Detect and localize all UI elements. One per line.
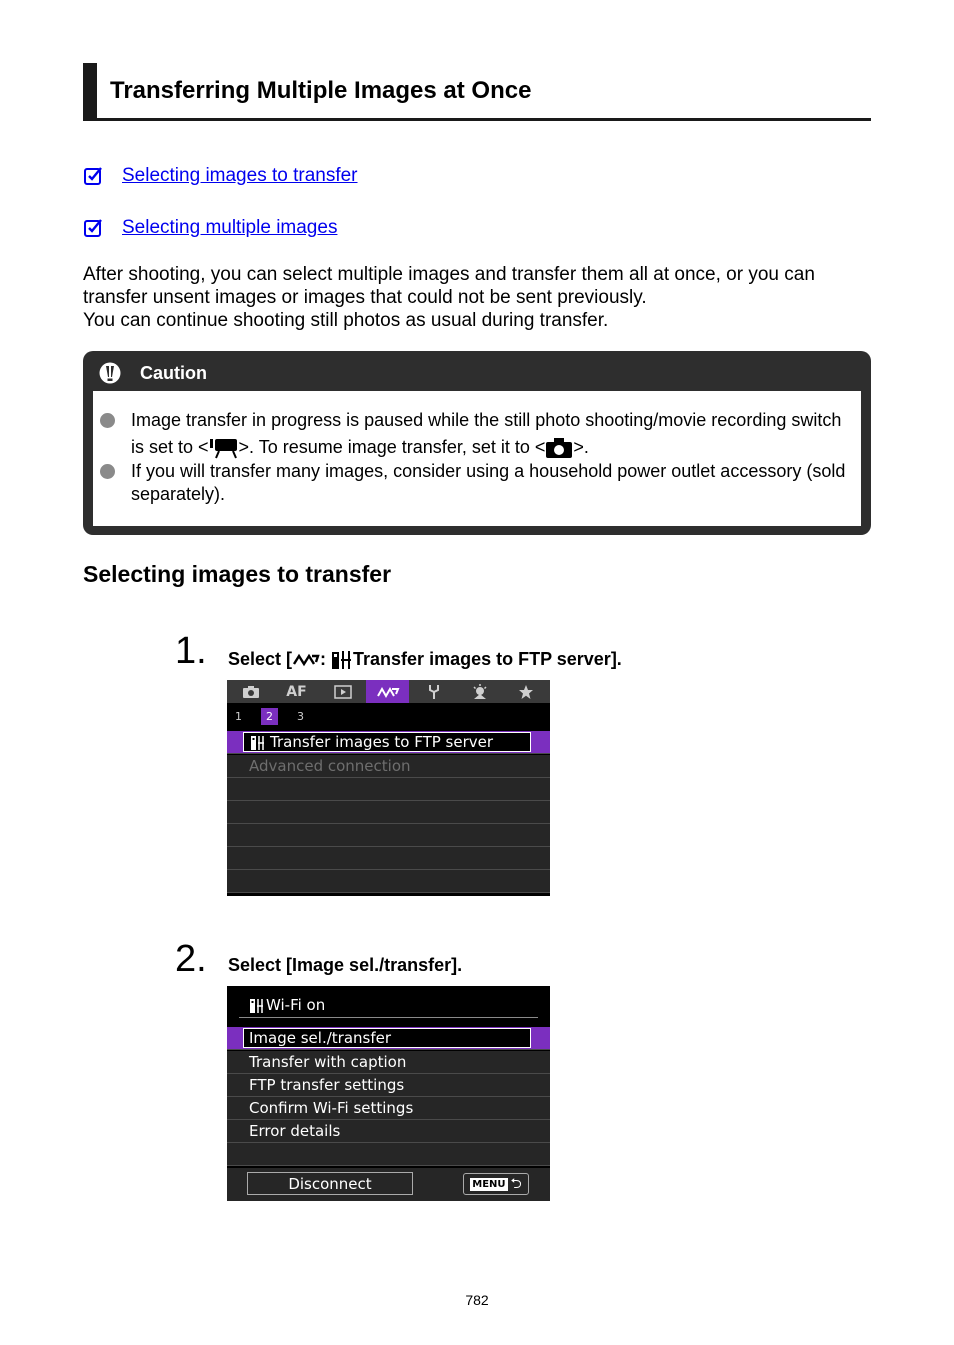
toc-link-selecting-multiple[interactable]: Selecting multiple images (122, 217, 338, 238)
page-number: 782 (465, 1292, 489, 1308)
menu-item-label: Image sel./transfer (249, 1029, 392, 1047)
camera-icon (545, 437, 573, 459)
menu-item-image-sel-transfer[interactable] (227, 1027, 550, 1050)
screen-bottom-bar (227, 1168, 550, 1201)
menu-item-label: Advanced connection (249, 757, 411, 775)
header-divider (239, 1017, 538, 1018)
tab-custom[interactable] (458, 680, 501, 703)
disconnect-button[interactable]: Disconnect (247, 1172, 413, 1195)
menu-item-empty (227, 1143, 550, 1166)
step-text-part: Transfer images to FTP server]. (353, 649, 622, 669)
checkbox-link-icon (83, 166, 103, 186)
menu-item-empty (227, 870, 550, 893)
bullet (100, 464, 115, 479)
intro-text (83, 263, 873, 332)
title-bar (83, 63, 871, 121)
caution-text-part: >. (573, 437, 589, 457)
tab-playback[interactable] (321, 680, 364, 703)
title-rule (97, 118, 871, 121)
toc-link-selecting-images[interactable]: Selecting images to transfer (122, 165, 358, 186)
intro-paragraph-2: You can continue shooting still photos as usual during transfer. (83, 310, 609, 331)
wireless-icon (292, 652, 320, 668)
caution-text-part: Image transfer in progress is paused while the still photo shooting/movie recording switch is set to < (131, 410, 842, 457)
page-indicator-1[interactable]: 1 (235, 710, 242, 723)
step-instruction (228, 649, 622, 670)
menu-item-label: FTP transfer settings (249, 1076, 405, 1094)
tab-af[interactable]: AF (286, 683, 307, 700)
ftp-icon (331, 650, 353, 670)
intro-paragraph-1: After shooting, you can select multiple images and transfer them all at once, or you can transfer unsent images or images that could not be sent previously. (83, 264, 815, 308)
wrench-icon (427, 684, 441, 700)
step-instruction: Select [Image sel./transfer]. (228, 955, 463, 975)
menu-item-advanced-connection[interactable] (227, 755, 550, 778)
tab-camera[interactable] (229, 680, 272, 703)
custom-icon (472, 684, 488, 700)
tab-wireless[interactable] (366, 680, 409, 703)
caution-item-text (131, 407, 857, 461)
caution-item-text: If you will transfer many images, consider using a household power outlet accessory (sold separately). (131, 461, 846, 504)
ftp-icon (250, 735, 266, 751)
page-title: Transferring Multiple Images at Once (110, 77, 532, 104)
menu-item-confirm-wifi[interactable] (227, 1097, 550, 1120)
toc-item-selecting-images[interactable] (83, 164, 358, 188)
menu-item-label: Transfer images to FTP server (270, 733, 494, 751)
menu-item-empty (227, 824, 550, 847)
menu-label: MENU (472, 1178, 506, 1190)
menu-return-button[interactable] (463, 1173, 529, 1195)
page-indicator-3[interactable]: 3 (297, 710, 304, 723)
step-text-part: Select [ (228, 649, 293, 669)
caution-label: Caution (140, 362, 207, 383)
menu-item-transfer-ftp[interactable] (227, 731, 550, 754)
menu-tab-bar (227, 680, 550, 703)
tab-my-menu[interactable] (504, 680, 547, 703)
menu-item-label: Error details (249, 1122, 341, 1140)
caution-header (99, 361, 207, 385)
title-accent (83, 63, 97, 121)
menu-item-empty (227, 801, 550, 824)
caution-text-part: >. To resume image transfer, set it to < (238, 437, 546, 457)
menu-item-transfer-caption[interactable] (227, 1051, 550, 1074)
caution-box (83, 351, 871, 535)
menu-item-error-details[interactable] (227, 1120, 550, 1143)
menu-page-bar (227, 703, 550, 730)
tab-setup[interactable] (412, 680, 455, 703)
menu-item-empty (227, 778, 550, 801)
page-indicator-2[interactable]: 2 (261, 708, 278, 725)
caution-icon (99, 362, 121, 384)
ftp-icon (249, 998, 265, 1014)
toc-item-selecting-multiple[interactable] (83, 216, 337, 240)
menu-item-label: Transfer with caption (249, 1053, 407, 1071)
caution-body (93, 391, 861, 526)
step-text-part: : (320, 649, 332, 669)
step-number: 2. (175, 938, 207, 980)
bullet (100, 413, 115, 428)
menu-item-label: Confirm Wi-Fi settings (249, 1099, 414, 1117)
movie-icon (209, 437, 239, 459)
screen-header: Wi-Fi on (266, 996, 326, 1014)
camera-menu-screen (227, 680, 550, 896)
section-title: Selecting images to transfer (83, 561, 392, 587)
star-icon (518, 684, 534, 700)
menu-item-ftp-settings[interactable] (227, 1074, 550, 1097)
wireless-icon (376, 685, 400, 699)
step-number: 1. (175, 630, 207, 672)
playback-icon (334, 685, 352, 699)
camera-icon (242, 685, 260, 699)
checkbox-link-icon (83, 218, 103, 238)
wifi-on-screen (227, 986, 550, 1201)
return-icon: ⮌ (510, 1176, 522, 1192)
menu-item-empty (227, 847, 550, 870)
